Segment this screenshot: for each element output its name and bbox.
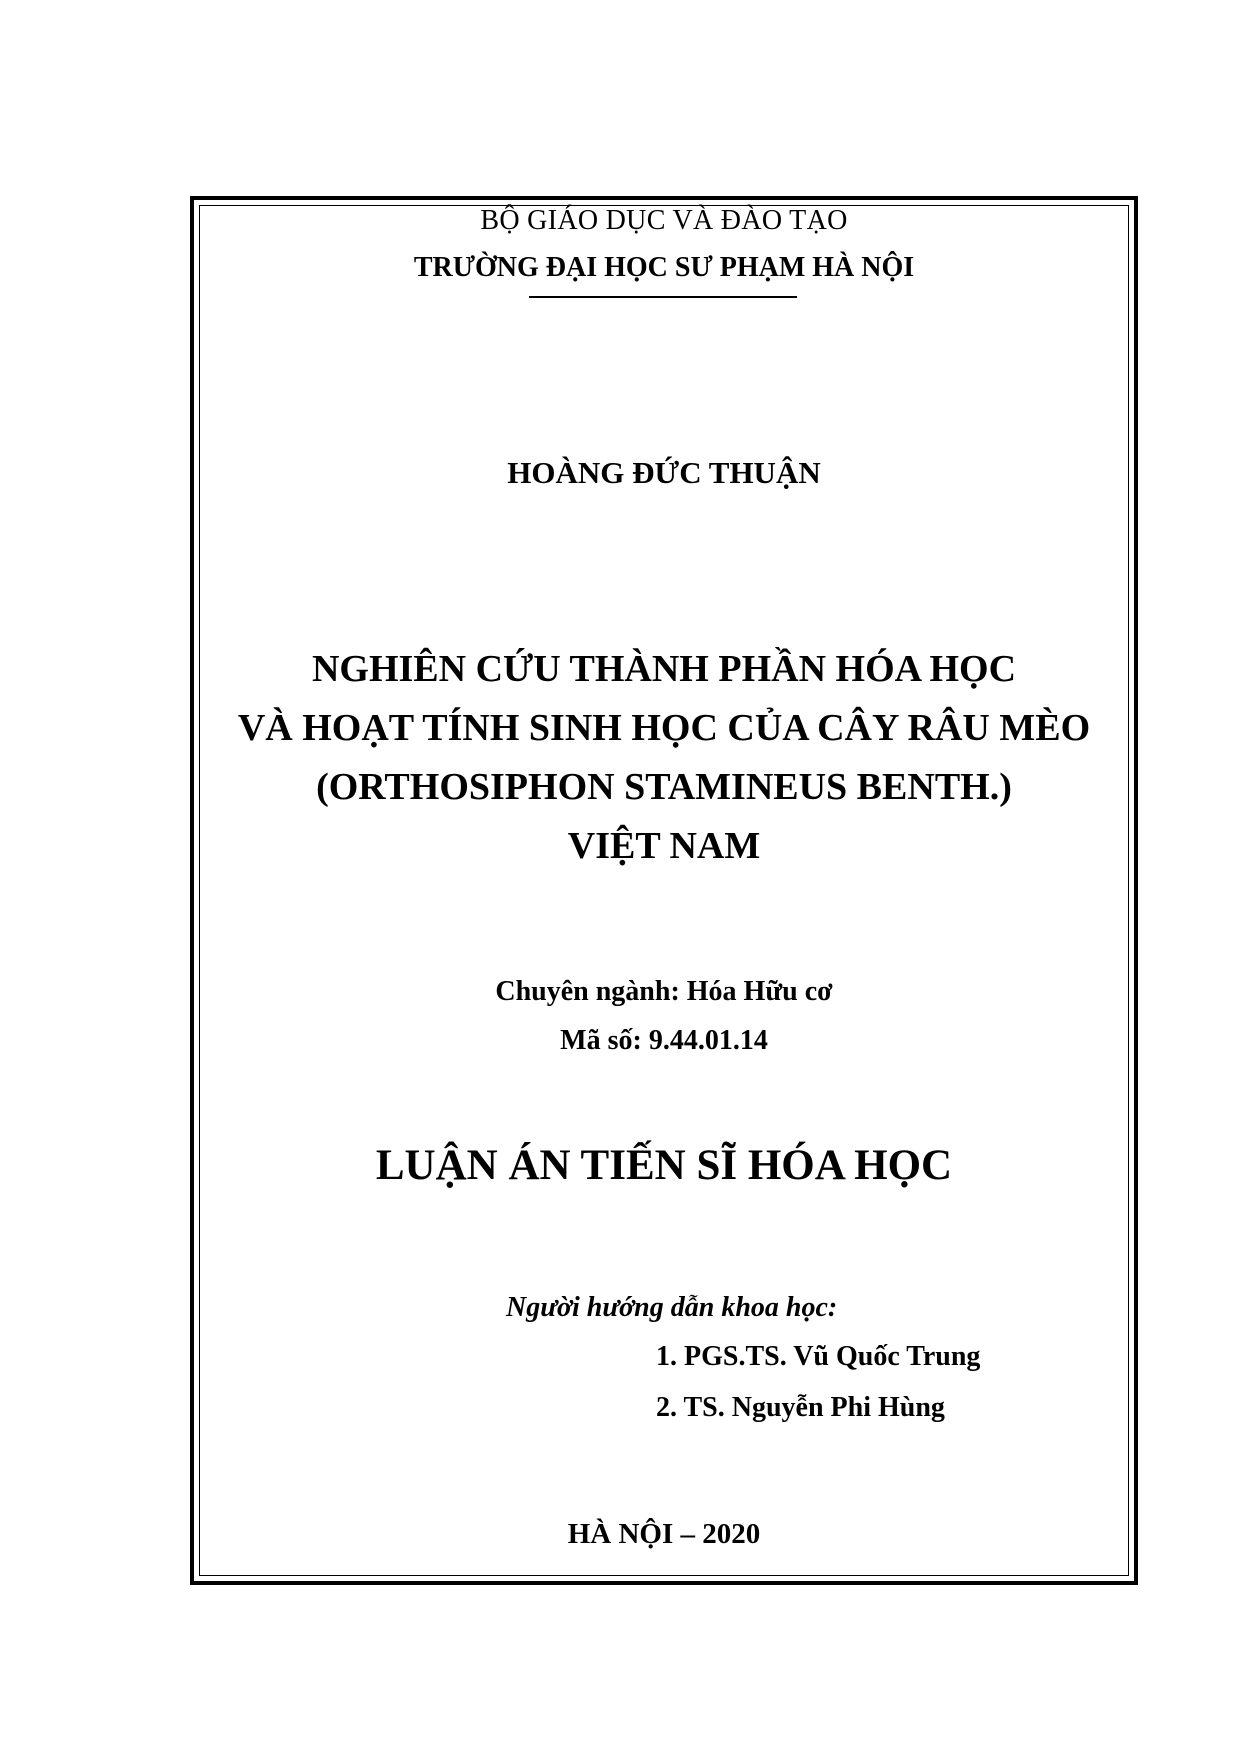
degree-title: LUẬN ÁN TIẾN SĨ HÓA HỌC (375, 1142, 953, 1189)
ministry-name: BỘ GIÁO DỤC VÀ ĐÀO TẠO (480, 205, 848, 236)
thesis-title-line-1: NGHIÊN CỨU THÀNH PHẦN HÓA HỌC (311, 648, 1017, 690)
advisor-1: 1. PGS.TS. Vũ Quốc Trung (656, 1341, 981, 1372)
specialization-major: Chuyên ngành: Hóa Hữu cơ (495, 976, 833, 1007)
header-divider (529, 296, 797, 298)
author-name: HOÀNG ĐỨC THUẬN (507, 455, 821, 490)
place-and-year: HÀ NỘI – 2020 (567, 1518, 761, 1550)
advisor-2: 2. TS. Nguyễn Phi Hùng (656, 1392, 945, 1423)
university-name: TRƯỜNG ĐẠI HỌC SƯ PHẠM HÀ NỘI (413, 252, 915, 283)
advisors-label: Người hướng dẫn khoa học: (506, 1292, 838, 1323)
thesis-title-line-4: VIỆT NAM (567, 825, 761, 867)
thesis-title-line-2: VÀ HOẠT TÍNH SINH HỌC CỦA CÂY RÂU MÈO (237, 707, 1091, 749)
specialization-code: Mã số: 9.44.01.14 (560, 1025, 768, 1056)
thesis-title-line-3: (ORTHOSIPHON STAMINEUS BENTH.) (316, 766, 1012, 808)
